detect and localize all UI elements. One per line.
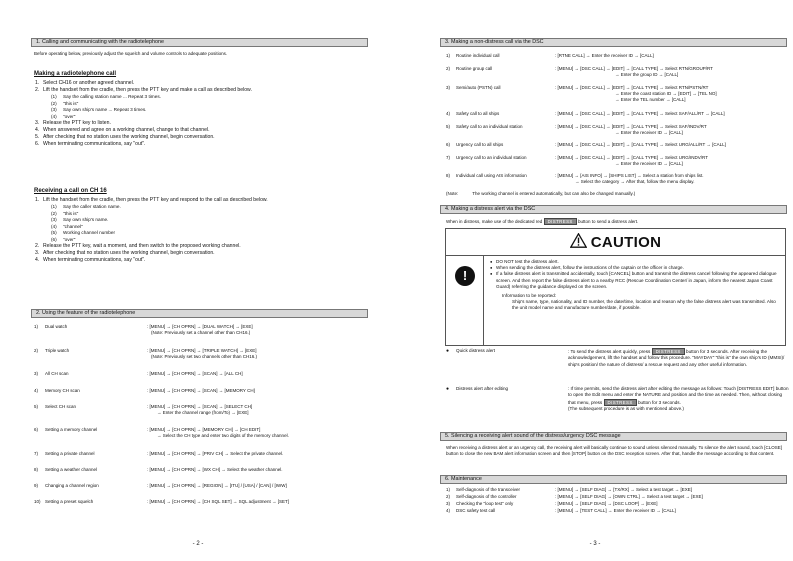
page-number: - 3 -	[589, 541, 601, 547]
list-item: 3. Release the PTT key to listen.	[35, 120, 111, 127]
distress-button-label: DISTRESS	[604, 399, 637, 406]
list-item: 4. When answered and agree on a working channel, change to that channel.	[35, 127, 210, 134]
section-6-header: 6. Maintenance	[440, 475, 787, 484]
section-2-list: 1) Dual watch : [MENU] → [CH OPRN] → [DUAL WATCH] → [EXE] (Note: Previously set a channel other than CH16.) 2) Triple watch : [MENU] → [CH OPRN] → [TRIPLE WATCH] → [EXE] (Note: Previously set two channels other than CH16.) 3) All CH scan : [MENU] → [CH OPRN] → [SCAN] → [ALL CH] 4) Memory CH scan : [MENU] → [CH OPRN] → [SCAN] → [MEMORY CH] 5) Select CH scan : [MENU] → [CH OPRN] → [SCAN] → [SELECT CH] → Enter the channel range (from/To) → [EXE] 6) Setting a memory channel : [MENU] → [CH OPRN] → [MEMORY CH] → [CH EDIT] → Select the CH type and enter two digits of the memory channel. 7) Setting a private channel : [MENU] → [CH OPRN] → [PRIV CH] → Select the private channel. 8) Setting a weather channel : [MENU] → [CH OPRN] → [WX CH] → Select the weather channel. 9) Changing a channel region : [MENU] → [CH OPRN] → [REGION] → [ITU] / [USA] / [CAN] / [IWW] 10) Setting a preset squelch : [MENU] → [CH OPRN] → [CH SQL SET] → SQL adjustment → [SET]	[34, 324, 289, 504]
list-item: (3) Say own ship's name ... Repeat 3 times.	[51, 107, 147, 113]
section-5-header: 5. Silencing a receiving alert sound of the distress/urgency DSC message	[440, 432, 787, 441]
left-page	[0, 0, 396, 561]
list-item: ● When sending the distress alert, follow the instructions of the captain or the officer in charge.	[490, 265, 782, 271]
list-item: 5. After checking that no station uses the working channel, begin conversation.	[35, 134, 215, 141]
page-number: - 2 -	[192, 541, 204, 547]
list-item: ● If a false distress alert is transmitted accidentally, touch [CANCEL] button and transmit the distress cancel following the appeared dialogue screen. And then report the false distress alert to a nearby RCC (Rescue Coordination Center/ in Japan, inform the nearest Japan Coast Guard) referring the guidance displayed on the screen.	[490, 271, 782, 290]
section-4-intro: When in distress, make use of the dedicated red DISTRESS button to send a distress alert.	[446, 219, 639, 224]
section-3-header: 3. Making a non-distress call via the DSC	[440, 38, 787, 47]
section-6-list: 1) Self-diagnosis of the transceiver : [MENU] → [SELF DIAG] → [TX/RX] → Select a test target → [EXE] 2) Self-diagnosis of the controller : [MENU] → [SELF DIAG] → [OWN CTRL] → Select a test target → [EXE] 3) Checking the "loop test" only : [MENU] → [SELF DIAG] → [DSC LOOP] → [EXE] 4) DSC safety test call : [MENU] → [TEST CALL] → Enter the receiver ID → [CALL]	[446, 487, 703, 513]
caution-text	[490, 259, 782, 312]
caution-box	[445, 228, 786, 346]
list-item: 3. After checking that no station uses the working channel, begin conversation.	[35, 250, 215, 257]
list-item: 2. Release the PTT key, wait a moment, and then switch to the proposed working channel.	[35, 243, 241, 250]
distress-button-label: DISTRESS	[544, 218, 577, 225]
caution-title: CAUTION	[446, 229, 785, 256]
distress-after-editing-item: ● Distress alert after editing : If time permits, send the distress alert after editing the message as follows: Touch [DISTRESS EDIT] button to open the Edit menu and enter the NATURE and position and the time as needed. Then, without closing that menu, press DISTRESS button for 3 seconds. (The subsequent procedure is as with mentioned above.)	[446, 386, 791, 430]
report-info: Information to be reported: Ship's name, type, nationality, and ID number, the date/time, location and reason why the false distress alert was transmitted. Also the unit model name and manufacture number/date, if possible.	[502, 293, 776, 311]
section-3-list: 1) Routine individual call : [RTNE CALL] → Enter the receiver ID → [CALL] 2) Routine group call : [MENU] → [DSC CALL] → [EDIT] → [CALL TYPE] → Select RTN/GROUP/RT → Enter the group ID → [CALL] 3) Semi/auto (PSTN) call : [MENU] → [DSC CALL] → [EDIT] → [CALL TYPE] → Select RTN/PSTN/RT → Enter the coast station ID → [EDIT] → [TEL NO] → Enter the TEL number → [CALL] 4) Safety call to all ships : [MENU] → [DSC CALL] → [EDIT] → [CALL TYPE] → Select SAF/ALL/RT → [CALL] 5) Safety call to an individual station : [MENU] → [DSC CALL] → [EDIT] → [CALL TYPE] → Select SAF/INDV/RT → Enter the receiver ID → [CALL] 6) Urgency call to all ships : [MENU] → [DSC CALL] → [EDIT] → [CALL TYPE] → Select URG/ALL/RT → [CALL] 7) Urgency call to an individual station : [MENU] → [DSC CALL] → [EDIT] → [CALL TYPE] → Select URG/INDV/RT → Enter the receiver ID → [CALL] 8) Individual call using AIS information : [MENU] → [AIS INFO] → [SHIPS LIST] → Select a station from ships list. → Select the category → After that, follow the menu display.	[446, 53, 726, 184]
list-item: (4) "channel"	[51, 223, 83, 229]
making-call-substeps	[43, 94, 369, 120]
list-item: 4. When terminating communications, say "out".	[35, 257, 146, 264]
list-item: (1) Say the calling station name ... Repeat 3 times.	[51, 94, 161, 100]
list-item: 6. When terminating communications, say "out".	[35, 141, 146, 148]
list-item: 1. Lift the handset from the cradle, then press the PTT key and respond to the call as described below. (1) Say the caller station name. (2) "this is" (3) Say own ship's name. (4) "channel" (5) Working channel number (6) "over"	[35, 197, 369, 243]
list-item: (3) Say own ship's name.	[51, 217, 109, 223]
section-5-text: When receiving a distress alert or an urgency call, the receiving alert will basically continue to sound unless silenced manually. To silence the alert sound, touch [CLOSE] button to close the new BAM alert information screen and then [STOP] button on the DSC reception screen. After that, handle the message according to that content.	[446, 445, 783, 457]
quick-distress-item: ● Quick distress alert : To send the distress alert quickly, press DISTRESS button for 3 seconds. After receiving the acknowledgement, lift the handset and follow this procedure. "MAYDAY" "this is" the own ship's ID (MMSI)/ ship's position/ the nature of distress/ a rescue request and any other useful information.	[446, 348, 791, 388]
section-2-header: 2. Using the feature of the radiotelephone	[31, 309, 368, 318]
list-item: 1. Select CH16 or another agreed channel.	[35, 80, 135, 86]
exclamation-circle-icon: !	[455, 266, 475, 286]
list-item: (1) Say the caller station name.	[51, 204, 121, 210]
list-item: ● DO NOT test the distress alert.	[490, 259, 782, 265]
making-call-steps	[35, 80, 369, 148]
receiving-call-title: Receiving a call on CH 16	[34, 188, 107, 194]
section-1-intro: Before operating below, previously adjust the squelch and volume controls to adequate positions.	[34, 51, 228, 56]
list-item: (6) "over"	[51, 236, 76, 242]
section-1-header: 1. Calling and communicating with the radiotelephone	[31, 38, 368, 47]
section-3-note: (Note: The working channel is entered automatically, but can also be changed manually.)	[446, 191, 636, 196]
list-item: (2) "this is"	[51, 210, 79, 216]
list-item: (2) "this is"	[51, 100, 79, 106]
warning-triangle-icon	[570, 230, 587, 257]
section-4-header: 4. Making a distress alert via the DSC	[440, 205, 787, 214]
receiving-call-substeps	[43, 204, 369, 243]
list-item: 2. Lift the handset from the cradle, then press the PTT key and make a call as described below. (1) Say the calling station name ... Repeat 3 times. (2) "this is" (3) Say own ship's name ... Repeat 3 times. (4) "over"	[35, 87, 369, 120]
distress-button-label: DISTRESS	[652, 348, 685, 355]
list-item: (5) Working channel number	[51, 230, 116, 236]
list-item: (4) "over"	[51, 113, 76, 119]
making-call-title: Making a radiotelephone call	[34, 71, 117, 77]
receiving-call-steps	[35, 197, 369, 264]
